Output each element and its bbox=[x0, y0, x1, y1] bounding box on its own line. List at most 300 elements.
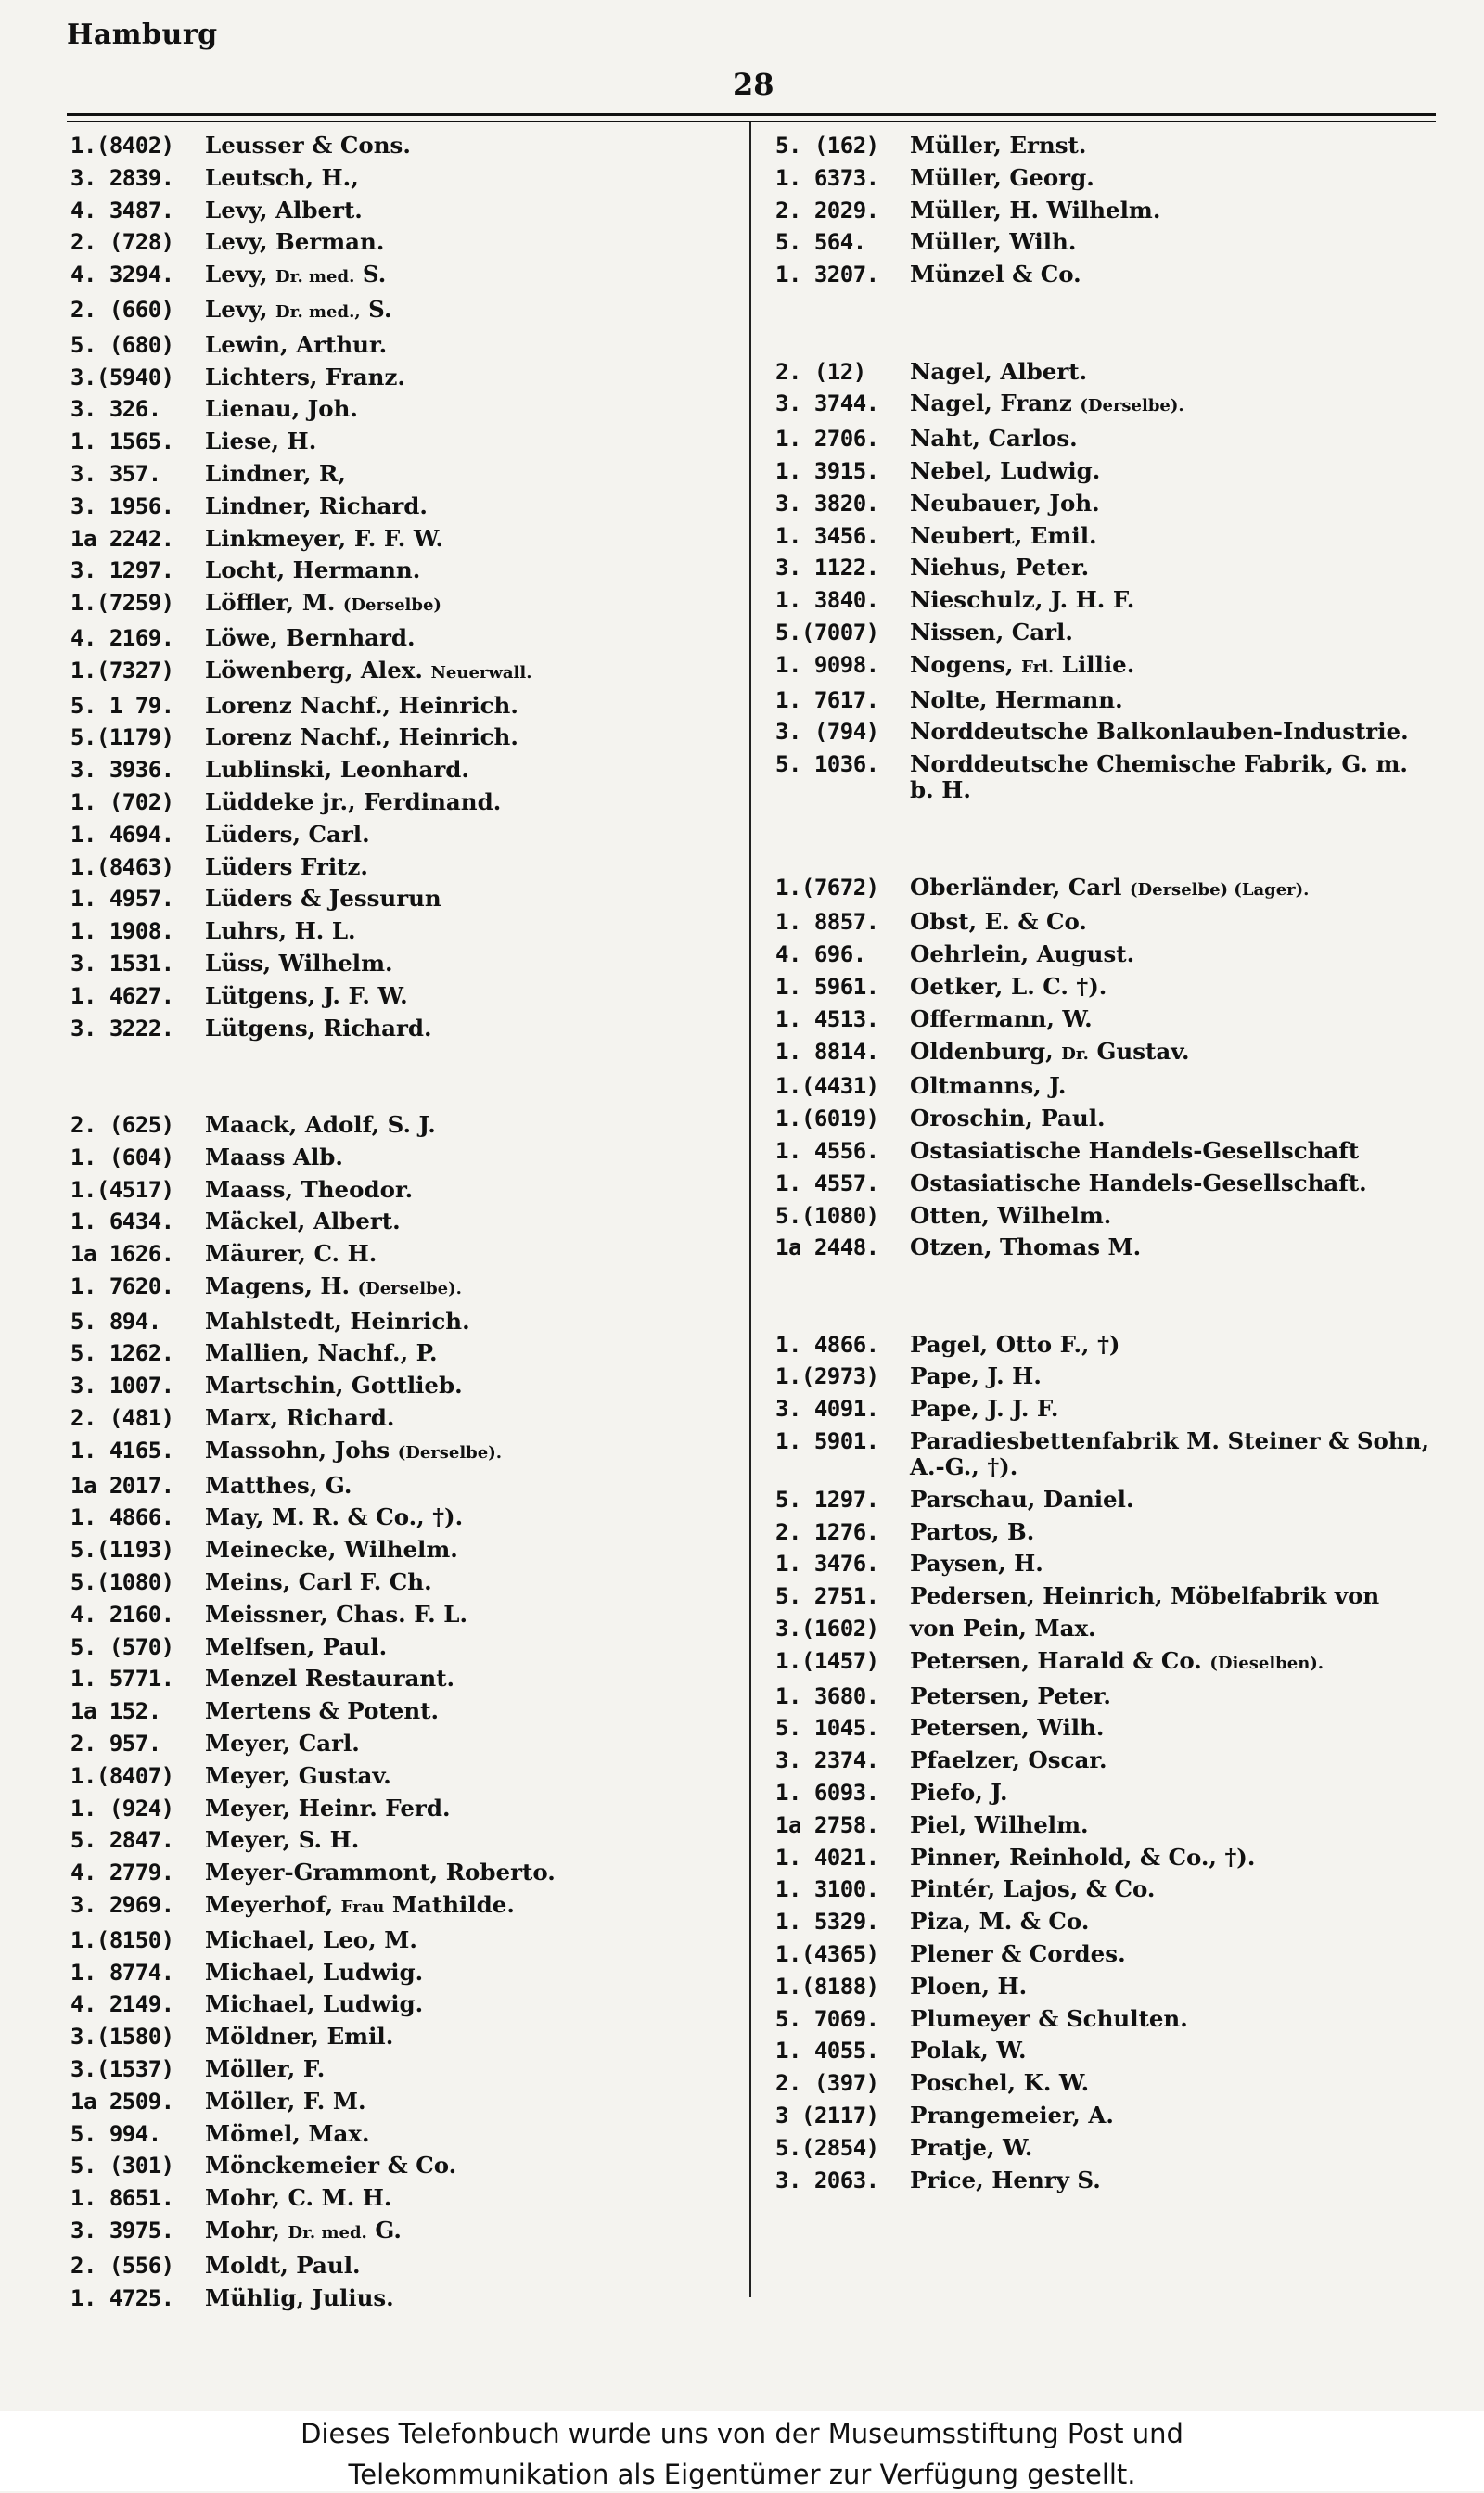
subscriber-name bbox=[910, 2006, 1434, 2032]
directory-entry bbox=[70, 2282, 738, 2315]
directory-entry bbox=[70, 362, 738, 394]
directory-entry bbox=[775, 423, 1445, 455]
name-text: Locht, Hermann. bbox=[205, 556, 421, 584]
directory-entry bbox=[775, 195, 1445, 227]
name-text: Pape, J. J. F. bbox=[910, 1395, 1059, 1423]
directory-entry bbox=[775, 356, 1445, 389]
phone-number: 3. 3222. bbox=[70, 1015, 174, 1042]
directory-entry bbox=[70, 1566, 738, 1599]
name-text: Meyer-Grammont, Roberto. bbox=[205, 1859, 556, 1886]
phone-number: 3. 4091. bbox=[775, 1396, 879, 1423]
subscriber-name bbox=[205, 1860, 729, 1886]
subscriber-name bbox=[205, 658, 729, 686]
directory-entry bbox=[775, 1745, 1445, 1777]
name-tail: S. bbox=[368, 295, 392, 323]
directory-entry bbox=[775, 1103, 1445, 1135]
phone-number: 3. 2839. bbox=[70, 164, 174, 191]
phone-number: 1. 3680. bbox=[775, 1682, 879, 1709]
directory-entry bbox=[70, 1534, 738, 1566]
directory-entry bbox=[70, 2118, 738, 2151]
name-text: Lublinski, Leonhard. bbox=[205, 756, 469, 784]
phone-number: 1a 2017. bbox=[70, 1472, 174, 1499]
directory-entry bbox=[70, 1013, 738, 1045]
phone-number: 5. 2847. bbox=[70, 1827, 174, 1854]
phone-number: 1. 2706. bbox=[775, 426, 879, 453]
directory-entry bbox=[70, 1924, 738, 1957]
column-divider bbox=[749, 122, 751, 2297]
directory-entry bbox=[775, 1580, 1445, 1613]
subscriber-name bbox=[205, 886, 729, 912]
name-text: Meyer, Carl. bbox=[205, 1730, 360, 1758]
subscriber-name bbox=[205, 1208, 729, 1234]
phone-number: 4. 2779. bbox=[70, 1860, 174, 1886]
subscriber-name bbox=[910, 1039, 1434, 1068]
subscriber-name bbox=[205, 1340, 729, 1366]
phone-number: 5. (162) bbox=[775, 133, 879, 159]
phone-number: 3. 357. bbox=[70, 460, 161, 487]
phone-number: 3. 2063. bbox=[775, 2167, 879, 2193]
name-annotation: (Derselbe). bbox=[397, 1442, 502, 1463]
subscriber-name bbox=[910, 426, 1434, 452]
subscriber-name bbox=[205, 1731, 729, 1757]
directory-entry bbox=[775, 1548, 1445, 1580]
directory-entry bbox=[775, 2165, 1445, 2197]
name-annotation: Dr. med. bbox=[275, 267, 355, 288]
subscriber-name bbox=[910, 620, 1434, 646]
directory-entry bbox=[775, 2132, 1445, 2165]
name-text: Linkmeyer, F. F. W. bbox=[205, 524, 444, 552]
subscriber-name bbox=[205, 2185, 729, 2211]
name-text: Nebel, Ludwig. bbox=[910, 456, 1101, 484]
phone-number: 1. 8651. bbox=[70, 2185, 174, 2212]
directory-entry bbox=[70, 458, 738, 491]
name-text: Prangemeier, A. bbox=[910, 2102, 1114, 2129]
footer-line-2: Telekommunikation als Eigentümer zur Verfügung gestellt. bbox=[348, 2459, 1136, 2490]
name-text: Müller, Georg. bbox=[910, 163, 1094, 191]
directory-entry bbox=[775, 1809, 1445, 1842]
phone-number: 1. 1565. bbox=[70, 428, 174, 455]
phone-number: 2. 957. bbox=[70, 1731, 161, 1758]
subscriber-name bbox=[910, 1487, 1434, 1513]
name-text: Levy, Berman. bbox=[205, 228, 385, 256]
phone-number: 1a 2509. bbox=[70, 2088, 174, 2115]
subscriber-name bbox=[910, 1332, 1434, 1358]
directory-entry bbox=[775, 716, 1445, 748]
phone-number: 1.(8463) bbox=[70, 853, 174, 880]
phone-number: 1. 4957. bbox=[70, 886, 174, 913]
directory-entry bbox=[70, 1502, 738, 1534]
name-text: Lindner, Richard. bbox=[205, 492, 428, 519]
name-text: Nolte, Hermann. bbox=[910, 685, 1123, 713]
phone-number: 1a 1626. bbox=[70, 1241, 174, 1268]
phone-number: 4. 3294. bbox=[70, 262, 174, 288]
subscriber-name bbox=[205, 332, 729, 358]
name-annotation: (Derselbe) (Lager). bbox=[1130, 879, 1310, 900]
directory-entry bbox=[775, 1036, 1445, 1071]
name-text: Plener & Cordes. bbox=[910, 1940, 1126, 1968]
subscriber-name bbox=[205, 1177, 729, 1203]
subscriber-name bbox=[205, 2089, 729, 2115]
name-text: Müller, H. Wilhelm. bbox=[910, 196, 1161, 224]
phone-number: 1.(8188) bbox=[775, 1973, 879, 2000]
subscriber-name bbox=[910, 1428, 1434, 1480]
directory-entry bbox=[70, 2086, 738, 2118]
directory-entry bbox=[70, 851, 738, 884]
phone-number: 1. 3476. bbox=[775, 1551, 879, 1578]
subscriber-name bbox=[205, 461, 729, 487]
phone-number: 3. 326. bbox=[70, 396, 161, 423]
directory-entry bbox=[70, 1174, 738, 1207]
archive-footer bbox=[0, 2411, 1484, 2491]
directory-entry bbox=[775, 1681, 1445, 1713]
subscriber-name bbox=[205, 983, 729, 1009]
name-text: Piel, Wilhelm. bbox=[910, 1810, 1089, 1838]
name-text: Michael, Ludwig. bbox=[205, 1990, 424, 2018]
name-annotation: Frau bbox=[340, 1898, 385, 1918]
directory-entry bbox=[70, 1142, 738, 1174]
subscriber-name bbox=[910, 1941, 1434, 1967]
phone-number: 1. 7620. bbox=[70, 1272, 174, 1299]
phone-number: 2. (397) bbox=[775, 2070, 879, 2097]
subscriber-name bbox=[910, 555, 1434, 581]
phone-number: 3.(1580) bbox=[70, 2024, 174, 2051]
subscriber-name bbox=[910, 1551, 1434, 1577]
phone-number: 5.(2854) bbox=[775, 2134, 879, 2161]
directory-entry bbox=[70, 915, 738, 948]
directory-entry bbox=[775, 520, 1445, 553]
phone-number: 5.(1080) bbox=[70, 1569, 174, 1596]
name-text: Lüders, Carl. bbox=[205, 820, 370, 848]
right-column bbox=[775, 130, 1445, 2196]
subscriber-name bbox=[205, 789, 729, 815]
directory-entry bbox=[775, 2003, 1445, 2036]
phone-number: 2. (481) bbox=[70, 1405, 174, 1432]
phone-number: 1. 3915. bbox=[775, 457, 879, 484]
name-text: Möldner, Emil. bbox=[205, 2023, 394, 2051]
directory-entry bbox=[775, 1070, 1445, 1103]
directory-entry bbox=[70, 1370, 738, 1402]
subscriber-name bbox=[205, 262, 729, 290]
directory-entry bbox=[70, 1695, 738, 1728]
subscriber-name bbox=[910, 458, 1434, 484]
name-tail: Gustav. bbox=[1096, 1037, 1190, 1065]
directory-entry bbox=[70, 1599, 738, 1631]
name-text: Martschin, Gottlieb. bbox=[205, 1372, 463, 1400]
subscriber-name bbox=[910, 1683, 1434, 1709]
directory-entry bbox=[70, 1238, 738, 1271]
subscriber-name bbox=[205, 1112, 729, 1138]
name-text: Niehus, Peter. bbox=[910, 554, 1090, 582]
directory-entry bbox=[70, 1306, 738, 1338]
phone-number: 5.(1179) bbox=[70, 724, 174, 751]
subscriber-name bbox=[910, 1363, 1434, 1389]
name-text: Levy, bbox=[205, 295, 268, 323]
name-text: Maass Alb. bbox=[205, 1143, 343, 1170]
subscriber-name bbox=[205, 1827, 729, 1853]
phone-number: 3.(1602) bbox=[775, 1616, 879, 1643]
directory-entry bbox=[775, 259, 1445, 291]
name-text: Pinner, Reinhold, & Co., †). bbox=[910, 1843, 1256, 1871]
phone-number: 3.(5940) bbox=[70, 364, 174, 390]
subscriber-name bbox=[205, 951, 729, 977]
subscriber-name bbox=[205, 1927, 729, 1953]
subscriber-name bbox=[910, 719, 1434, 745]
subscriber-name bbox=[910, 1138, 1434, 1164]
phone-number: 3. 1007. bbox=[70, 1373, 174, 1400]
directory-entry bbox=[775, 455, 1445, 488]
directory-entry bbox=[775, 584, 1445, 617]
subscriber-name bbox=[910, 909, 1434, 935]
phone-number: 5. 1045. bbox=[775, 1715, 879, 1742]
phone-number: 5. 1297. bbox=[775, 1486, 879, 1513]
subscriber-name bbox=[205, 822, 729, 848]
phone-number: 5. 994. bbox=[70, 2120, 161, 2147]
name-tail: Lillie. bbox=[1061, 650, 1135, 678]
directory-entry bbox=[775, 388, 1445, 423]
directory-entry bbox=[70, 948, 738, 980]
name-text: Ploen, H. bbox=[910, 1972, 1028, 2000]
phone-number: 1. 4694. bbox=[70, 821, 174, 848]
name-text: Löwenberg, Alex. bbox=[205, 656, 423, 684]
directory-entry bbox=[70, 555, 738, 587]
subscriber-name bbox=[205, 165, 729, 191]
subscriber-name bbox=[205, 493, 729, 519]
directory-entry bbox=[70, 1109, 738, 1142]
subscriber-name bbox=[205, 590, 729, 619]
phone-number: 1. 8857. bbox=[775, 909, 879, 936]
name-text: Meyer, S. H. bbox=[205, 1826, 360, 1854]
subscriber-name bbox=[910, 198, 1434, 224]
name-text: Obst, E. & Co. bbox=[910, 908, 1087, 936]
subscriber-name bbox=[205, 1241, 729, 1267]
phone-number: 1. 6093. bbox=[775, 1780, 879, 1807]
phone-number: 2. (556) bbox=[70, 2252, 174, 2279]
phone-number: 1. 6434. bbox=[70, 1208, 174, 1235]
subscriber-name bbox=[910, 1106, 1434, 1131]
subscriber-name bbox=[205, 1991, 729, 2017]
phone-number: 3. 2969. bbox=[70, 1892, 174, 1919]
name-text: Nieschulz, J. H. F. bbox=[910, 586, 1135, 614]
phone-number: 3. 1531. bbox=[70, 950, 174, 977]
name-text: Oetker, L. C. †). bbox=[910, 972, 1107, 1000]
phone-number: 4. 2169. bbox=[70, 624, 174, 651]
section-gap bbox=[775, 1264, 1445, 1329]
header-rule bbox=[67, 113, 1436, 116]
directory-entry bbox=[70, 2150, 738, 2182]
subscriber-name bbox=[205, 2121, 729, 2147]
name-tail: S. bbox=[362, 261, 387, 288]
phone-number: 1. 8814. bbox=[775, 1038, 879, 1065]
phone-number: 5. 1036. bbox=[775, 751, 879, 778]
subscriber-name bbox=[910, 1909, 1434, 1935]
phone-number: 1.(4365) bbox=[775, 1941, 879, 1968]
phone-number: 1.(7672) bbox=[775, 874, 879, 901]
directory-entry bbox=[775, 1329, 1445, 1362]
name-text: Maack, Adolf, S. J. bbox=[205, 1110, 436, 1138]
name-text: Meyer, Heinr. Ferd. bbox=[205, 1794, 451, 1822]
name-text: Petersen, Peter. bbox=[910, 1681, 1111, 1709]
name-text: Pfaelzer, Oscar. bbox=[910, 1746, 1107, 1774]
page-number: 28 bbox=[733, 67, 774, 102]
directory-entry bbox=[70, 655, 738, 690]
phone-number: 3. (794) bbox=[775, 719, 879, 746]
name-text: Nogens, bbox=[910, 650, 1014, 678]
name-text: Münzel & Co. bbox=[910, 261, 1081, 288]
header-rule-thin bbox=[67, 121, 1436, 122]
directory-entry bbox=[70, 393, 738, 426]
name-text: Mallien, Nachf., P. bbox=[205, 1339, 438, 1367]
directory-entry bbox=[70, 1402, 738, 1435]
directory-entry bbox=[775, 226, 1445, 259]
subscriber-name bbox=[205, 2253, 729, 2279]
phone-number: 1.(8150) bbox=[70, 1926, 174, 1953]
name-annotation: Dr. med., bbox=[275, 301, 361, 322]
subscriber-name bbox=[910, 1396, 1434, 1422]
phone-number: 1. 5901. bbox=[775, 1428, 879, 1455]
phone-number: 5.(1080) bbox=[775, 1202, 879, 1229]
phone-number: 1. 4513. bbox=[775, 1005, 879, 1032]
subscriber-name bbox=[910, 652, 1434, 681]
directory-entry bbox=[775, 1645, 1445, 1681]
name-text: Meissner, Chas. F. L. bbox=[205, 1600, 467, 1628]
directory-entry bbox=[775, 1425, 1445, 1484]
footer-line-1: Dieses Telefonbuch wurde uns von der Museumsstiftung Post und bbox=[301, 2418, 1183, 2449]
phone-number: 1.(4517) bbox=[70, 1176, 174, 1203]
directory-entry bbox=[70, 754, 738, 786]
directory-entry bbox=[775, 971, 1445, 1004]
subscriber-name bbox=[205, 724, 729, 750]
phone-number: 1. 9098. bbox=[775, 651, 879, 678]
directory-entry bbox=[775, 872, 1445, 907]
phone-number: 1. 5329. bbox=[775, 1909, 879, 1936]
subscriber-name bbox=[910, 1747, 1434, 1773]
directory-entry bbox=[70, 523, 738, 556]
phone-number: 1. 4556. bbox=[775, 1137, 879, 1164]
name-text: Petersen, Harald & Co. bbox=[910, 1646, 1202, 1674]
directory-entry bbox=[70, 1206, 738, 1238]
subscriber-name bbox=[910, 941, 1434, 967]
subscriber-name bbox=[205, 133, 729, 159]
subscriber-name bbox=[910, 751, 1434, 803]
name-text: Melfsen, Paul. bbox=[205, 1632, 388, 1660]
directory-entry bbox=[775, 2100, 1445, 2132]
phone-number: 5. 1 79. bbox=[70, 692, 174, 719]
directory-entry bbox=[70, 1435, 738, 1470]
phone-number: 1.(6019) bbox=[775, 1106, 879, 1132]
directory-entry bbox=[70, 294, 738, 329]
name-text: Michael, Leo, M. bbox=[205, 1925, 417, 1953]
directory-entry bbox=[775, 649, 1445, 684]
left-column bbox=[70, 130, 738, 2314]
name-tail: G. bbox=[375, 2217, 402, 2244]
subscriber-name bbox=[910, 1073, 1434, 1099]
directory-entry bbox=[775, 2067, 1445, 2100]
name-text: Oberländer, Carl bbox=[910, 873, 1122, 901]
phone-number: 1. (604) bbox=[70, 1144, 174, 1170]
phone-number: 5. (680) bbox=[70, 331, 174, 358]
name-text: von Pein, Max. bbox=[910, 1615, 1096, 1643]
subscriber-name bbox=[910, 2167, 1434, 2193]
phone-number: 5.(1193) bbox=[70, 1537, 174, 1564]
name-text: Oldenburg, bbox=[910, 1037, 1054, 1065]
subscriber-name bbox=[910, 875, 1434, 903]
directory-entry bbox=[70, 1271, 738, 1306]
directory-entry bbox=[70, 1631, 738, 1664]
name-text: Marx, Richard. bbox=[205, 1404, 395, 1432]
name-text: Lütgens, J. F. W. bbox=[205, 981, 408, 1009]
subscriber-name bbox=[205, 1602, 729, 1628]
name-text: Naht, Carlos. bbox=[910, 425, 1078, 453]
name-annotation: Dr. med. bbox=[288, 2223, 367, 2243]
subscriber-name bbox=[910, 1845, 1434, 1871]
phone-number: 1. 6373. bbox=[775, 164, 879, 191]
name-text: Lewin, Arthur. bbox=[205, 330, 388, 358]
subscriber-name bbox=[205, 1892, 729, 1921]
subscriber-name bbox=[910, 523, 1434, 549]
phone-number: 5. (570) bbox=[70, 1633, 174, 1660]
directory-entry bbox=[70, 329, 738, 362]
phone-number: 1.(4431) bbox=[775, 1073, 879, 1100]
phone-number: 5. 564. bbox=[775, 229, 866, 256]
name-text: Mohr, C. M. H. bbox=[205, 2184, 392, 2212]
name-text: Mömel, Max. bbox=[205, 2119, 370, 2147]
directory-entry bbox=[70, 491, 738, 523]
subscriber-name bbox=[910, 1876, 1434, 1902]
name-text: Mohr, bbox=[205, 2217, 280, 2244]
phone-number: 5. (301) bbox=[70, 2153, 174, 2180]
phone-number: 4. 696. bbox=[775, 941, 866, 968]
phone-number: 3. 3820. bbox=[775, 490, 879, 517]
name-text: Massohn, Johs bbox=[205, 1436, 390, 1464]
name-text: Nissen, Carl. bbox=[910, 618, 1073, 646]
name-text: Pape, J. H. bbox=[910, 1362, 1042, 1390]
name-text: Meins, Carl F. Ch. bbox=[205, 1568, 432, 1596]
name-annotation: (Dieselben). bbox=[1209, 1653, 1324, 1673]
name-text: Poschel, K. W. bbox=[910, 2069, 1090, 2097]
directory-entry bbox=[775, 130, 1445, 162]
name-text: Maass, Theodor. bbox=[205, 1175, 414, 1203]
directory-entry bbox=[70, 426, 738, 458]
phone-number: 1. 4557. bbox=[775, 1170, 879, 1196]
name-text: Norddeutsche Balkonlauben-Industrie. bbox=[910, 718, 1409, 746]
subscriber-name bbox=[205, 757, 729, 783]
subscriber-name bbox=[910, 1648, 1434, 1677]
name-text: Ostasiatische Handels-Gesellschaft bbox=[910, 1136, 1360, 1164]
name-text: Oltmanns, J. bbox=[910, 1072, 1067, 1100]
name-text: Pagel, Otto F., †) bbox=[910, 1330, 1120, 1358]
phone-number: 1. 4021. bbox=[775, 1844, 879, 1871]
subscriber-name bbox=[205, 1960, 729, 1986]
name-text: Michael, Ludwig. bbox=[205, 1958, 424, 1986]
name-text: Lorenz Nachf., Heinrich. bbox=[205, 691, 518, 719]
directory-entry bbox=[775, 939, 1445, 971]
phone-number: 1. 5771. bbox=[70, 1666, 174, 1693]
directory-entry bbox=[775, 488, 1445, 520]
phone-number: 2. (12) bbox=[775, 358, 866, 385]
subscriber-name bbox=[205, 198, 729, 224]
directory-entry bbox=[775, 1842, 1445, 1874]
subscriber-name bbox=[910, 1616, 1434, 1642]
subscriber-name bbox=[205, 1796, 729, 1822]
subscriber-name bbox=[205, 2056, 729, 2082]
name-text: Piefo, J. bbox=[910, 1779, 1008, 1807]
phone-number: 1.(8402) bbox=[70, 133, 174, 159]
directory-entry bbox=[70, 226, 738, 259]
phone-number: 3. 3936. bbox=[70, 757, 174, 784]
name-text: Partos, B. bbox=[910, 1517, 1035, 1545]
subscriber-name bbox=[205, 1016, 729, 1042]
name-text: Ostasiatische Handels-Gesellschaft. bbox=[910, 1169, 1367, 1196]
